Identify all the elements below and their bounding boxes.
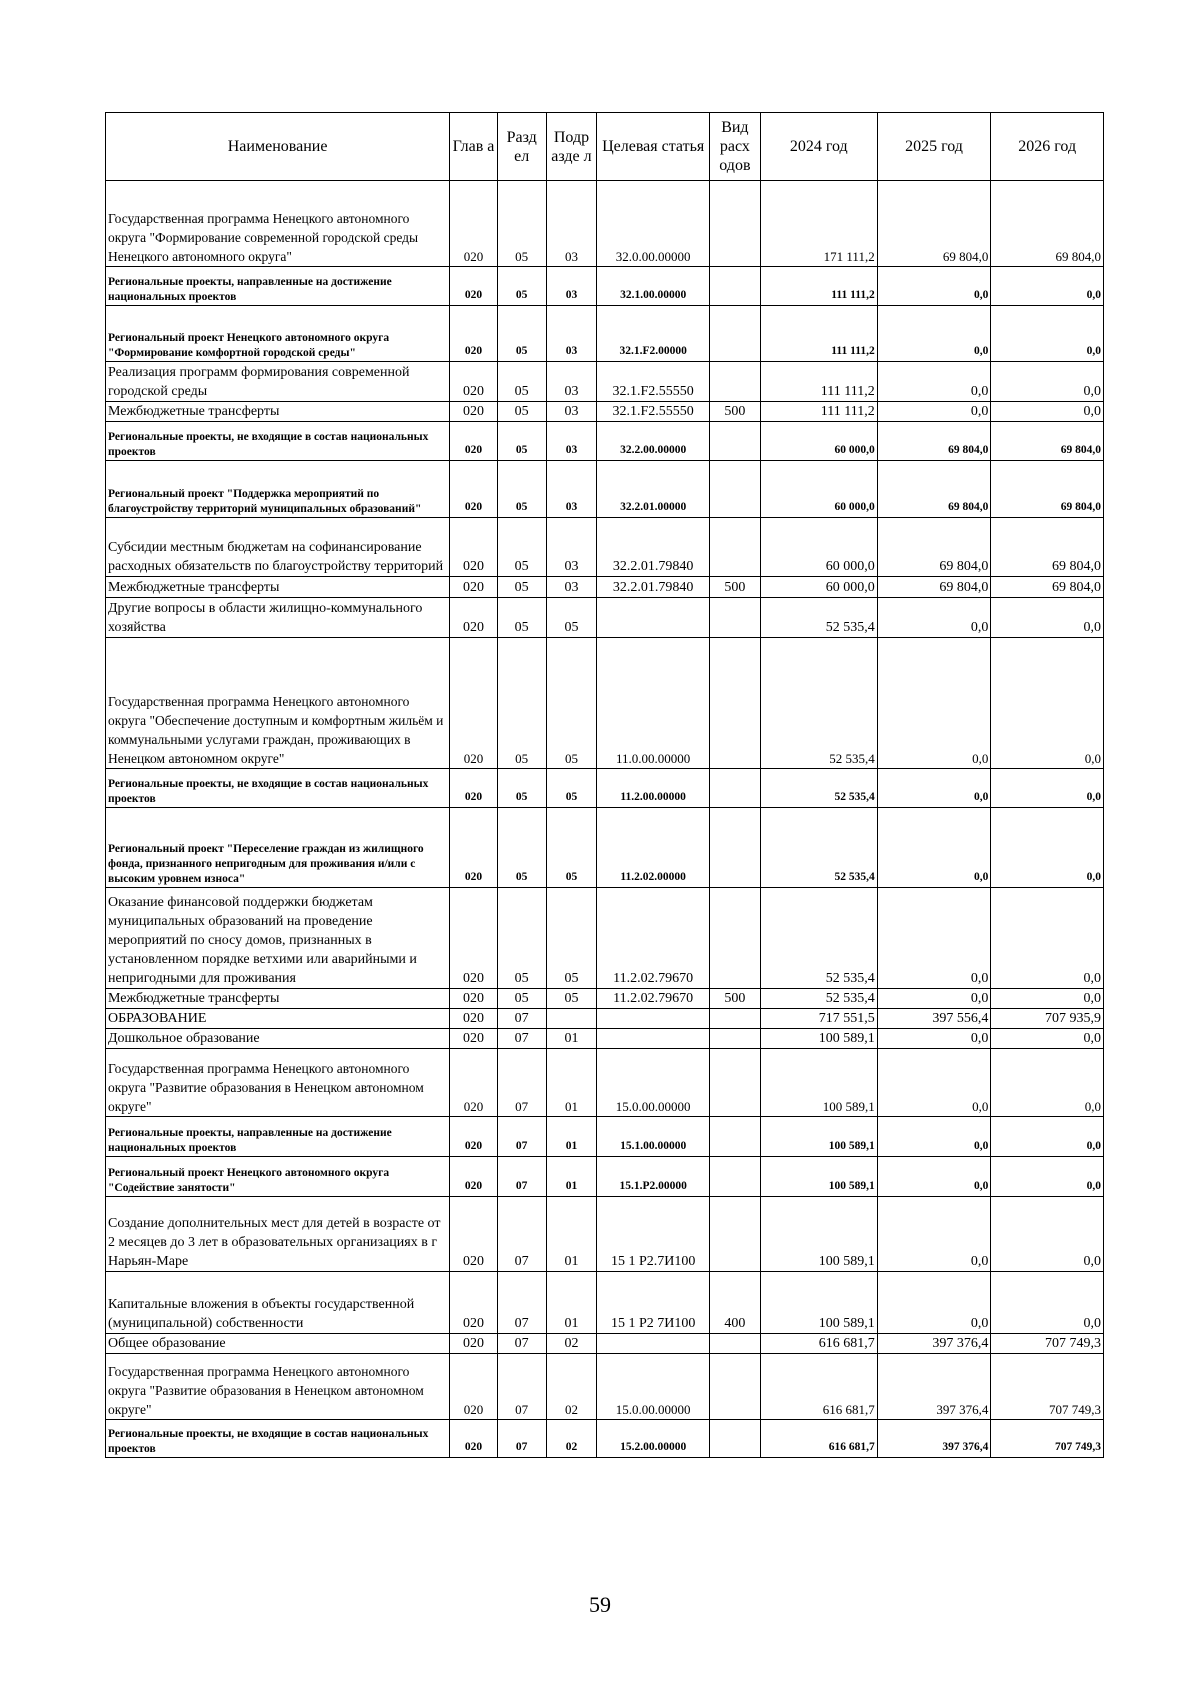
cell-podrazdel: 03 bbox=[546, 422, 597, 461]
cell-glava: 020 bbox=[450, 1420, 498, 1458]
cell-razdel: 05 bbox=[497, 461, 546, 518]
cell-2026: 707 749,3 bbox=[991, 1354, 1104, 1420]
table-row bbox=[106, 402, 1104, 422]
cell-2024: 100 589,1 bbox=[760, 1029, 877, 1049]
cell-name: Региональные проекты, не входящие в состав национальных проектов bbox=[106, 422, 450, 461]
cell-vid bbox=[709, 461, 760, 518]
cell-podrazdel: 03 bbox=[546, 518, 597, 577]
cell-razdel: 07 bbox=[497, 1334, 546, 1354]
header-vid: Вид расх одов bbox=[709, 113, 760, 181]
cell-celevaya: 15.1.00.00000 bbox=[597, 1117, 710, 1157]
table-row bbox=[106, 1049, 1104, 1117]
cell-2024: 717 551,5 bbox=[760, 1009, 877, 1029]
cell-2026: 0,0 bbox=[991, 306, 1104, 362]
cell-vid bbox=[709, 1157, 760, 1197]
cell-razdel: 05 bbox=[497, 638, 546, 769]
cell-glava: 020 bbox=[450, 888, 498, 989]
cell-2026: 0,0 bbox=[991, 1157, 1104, 1197]
cell-podrazdel: 02 bbox=[546, 1354, 597, 1420]
table-row bbox=[106, 1420, 1104, 1458]
table-row bbox=[106, 888, 1104, 989]
cell-celevaya: 15 1 Р2 7И100 bbox=[597, 1272, 710, 1334]
table-row bbox=[106, 306, 1104, 362]
table-row bbox=[106, 577, 1104, 598]
cell-2024: 52 535,4 bbox=[760, 888, 877, 989]
cell-podrazdel: 05 bbox=[546, 638, 597, 769]
cell-2024: 111 111,2 bbox=[760, 306, 877, 362]
cell-vid bbox=[709, 518, 760, 577]
table-row bbox=[106, 1117, 1104, 1157]
cell-glava: 020 bbox=[450, 402, 498, 422]
table-row bbox=[106, 1334, 1104, 1354]
cell-glava: 020 bbox=[450, 638, 498, 769]
cell-2024: 100 589,1 bbox=[760, 1157, 877, 1197]
cell-2024: 616 681,7 bbox=[760, 1354, 877, 1420]
cell-name: Региональный проект Ненецкого автономного округа "Формирование комфортной городской среды" bbox=[106, 306, 450, 362]
cell-glava: 020 bbox=[450, 1009, 498, 1029]
cell-celevaya: 32.2.00.00000 bbox=[597, 422, 710, 461]
cell-2024: 111 111,2 bbox=[760, 402, 877, 422]
table-row bbox=[106, 362, 1104, 402]
cell-2025: 0,0 bbox=[877, 808, 991, 888]
cell-razdel: 07 bbox=[497, 1272, 546, 1334]
header-2024: 2024 год bbox=[760, 113, 877, 181]
cell-2025: 397 376,4 bbox=[877, 1334, 991, 1354]
cell-podrazdel: 02 bbox=[546, 1420, 597, 1458]
cell-vid bbox=[709, 638, 760, 769]
cell-glava: 020 bbox=[450, 1197, 498, 1272]
table-row bbox=[106, 422, 1104, 461]
cell-glava: 020 bbox=[450, 1049, 498, 1117]
cell-2024: 100 589,1 bbox=[760, 1049, 877, 1117]
cell-vid bbox=[709, 1420, 760, 1458]
cell-2025: 0,0 bbox=[877, 362, 991, 402]
cell-celevaya: 11.2.02.79670 bbox=[597, 989, 710, 1009]
cell-2026: 0,0 bbox=[991, 989, 1104, 1009]
table-row bbox=[106, 1157, 1104, 1197]
cell-celevaya: 11.2.00.00000 bbox=[597, 769, 710, 808]
cell-podrazdel: 01 bbox=[546, 1272, 597, 1334]
cell-razdel: 07 bbox=[497, 1009, 546, 1029]
header-celevaya: Целевая статья bbox=[597, 113, 710, 181]
cell-vid bbox=[709, 422, 760, 461]
cell-2025: 0,0 bbox=[877, 1049, 991, 1117]
cell-vid bbox=[709, 598, 760, 638]
cell-2026: 0,0 bbox=[991, 808, 1104, 888]
cell-razdel: 05 bbox=[497, 402, 546, 422]
cell-2024: 52 535,4 bbox=[760, 989, 877, 1009]
cell-razdel: 05 bbox=[497, 769, 546, 808]
cell-2026: 0,0 bbox=[991, 1197, 1104, 1272]
cell-celevaya: 32.1.F2.55550 bbox=[597, 362, 710, 402]
budget-table bbox=[105, 112, 1104, 1458]
cell-2026: 707 749,3 bbox=[991, 1420, 1104, 1458]
cell-name: Оказание финансовой поддержки бюджетам муниципальных образований на проведение мероприятий по сносу домов, признанных в установленном порядке ветхими или аварийными и непригодными для проживания bbox=[106, 888, 450, 989]
cell-name: Создание дополнительных мест для детей в возрасте от 2 месяцев до 3 лет в образовательных организациях в г Нарьян-Маре bbox=[106, 1197, 450, 1272]
cell-podrazdel: 02 bbox=[546, 1334, 597, 1354]
cell-2026: 0,0 bbox=[991, 1029, 1104, 1049]
cell-vid: 500 bbox=[709, 989, 760, 1009]
cell-celevaya: 32.2.01.79840 bbox=[597, 577, 710, 598]
cell-2024: 60 000,0 bbox=[760, 461, 877, 518]
cell-name: Региональный проект "Переселение граждан из жилищного фонда, признанного непригодным для проживания и/или с высоким уровнем износа" bbox=[106, 808, 450, 888]
cell-celevaya: 15.2.00.00000 bbox=[597, 1420, 710, 1458]
cell-vid bbox=[709, 1197, 760, 1272]
cell-2026: 0,0 bbox=[991, 402, 1104, 422]
cell-name: Региональный проект "Поддержка мероприятий по благоустройству территорий муниципальных образований" bbox=[106, 461, 450, 518]
cell-razdel: 05 bbox=[497, 888, 546, 989]
cell-glava: 020 bbox=[450, 1117, 498, 1157]
cell-glava: 020 bbox=[450, 1272, 498, 1334]
cell-razdel: 07 bbox=[497, 1029, 546, 1049]
cell-podrazdel: 05 bbox=[546, 769, 597, 808]
cell-name: Другие вопросы в области жилищно-коммунального хозяйства bbox=[106, 598, 450, 638]
cell-razdel: 07 bbox=[497, 1420, 546, 1458]
table-row bbox=[106, 598, 1104, 638]
cell-celevaya: 15.1.P2.00000 bbox=[597, 1157, 710, 1197]
cell-2024: 100 589,1 bbox=[760, 1117, 877, 1157]
cell-glava: 020 bbox=[450, 989, 498, 1009]
table-row bbox=[106, 181, 1104, 267]
cell-2026: 0,0 bbox=[991, 1272, 1104, 1334]
cell-vid: 500 bbox=[709, 402, 760, 422]
cell-vid bbox=[709, 1334, 760, 1354]
cell-razdel: 05 bbox=[497, 989, 546, 1009]
cell-2025: 397 376,4 bbox=[877, 1420, 991, 1458]
cell-celevaya: 32.0.00.00000 bbox=[597, 181, 710, 267]
cell-razdel: 05 bbox=[497, 306, 546, 362]
cell-celevaya: 15.0.00.00000 bbox=[597, 1049, 710, 1117]
table-row bbox=[106, 989, 1104, 1009]
cell-glava: 020 bbox=[450, 769, 498, 808]
cell-podrazdel: 03 bbox=[546, 577, 597, 598]
cell-celevaya: 32.1.F2.55550 bbox=[597, 402, 710, 422]
cell-name: Государственная программа Ненецкого автономного округа "Обеспечение доступным и комфортным жильём и коммунальными услугами граждан, проживающих в Ненецком автономном округе" bbox=[106, 638, 450, 769]
cell-podrazdel bbox=[546, 1009, 597, 1029]
cell-2026: 707 749,3 bbox=[991, 1334, 1104, 1354]
cell-razdel: 07 bbox=[497, 1197, 546, 1272]
cell-2025: 69 804,0 bbox=[877, 577, 991, 598]
cell-glava: 020 bbox=[450, 362, 498, 402]
cell-vid bbox=[709, 769, 760, 808]
cell-2024: 616 681,7 bbox=[760, 1334, 877, 1354]
cell-2024: 100 589,1 bbox=[760, 1197, 877, 1272]
cell-vid bbox=[709, 362, 760, 402]
cell-podrazdel: 01 bbox=[546, 1117, 597, 1157]
cell-2025: 0,0 bbox=[877, 989, 991, 1009]
header-razdel: Разд ел bbox=[497, 113, 546, 181]
cell-2025: 0,0 bbox=[877, 888, 991, 989]
cell-2025: 69 804,0 bbox=[877, 518, 991, 577]
cell-vid bbox=[709, 306, 760, 362]
cell-2025: 0,0 bbox=[877, 306, 991, 362]
cell-glava: 020 bbox=[450, 598, 498, 638]
cell-2026: 0,0 bbox=[991, 769, 1104, 808]
cell-razdel: 07 bbox=[497, 1157, 546, 1197]
header-name: Наименование bbox=[106, 113, 450, 181]
cell-celevaya: 32.1.F2.00000 bbox=[597, 306, 710, 362]
cell-razdel: 05 bbox=[497, 422, 546, 461]
table-row bbox=[106, 1009, 1104, 1029]
cell-2025: 0,0 bbox=[877, 1117, 991, 1157]
cell-2025: 0,0 bbox=[877, 769, 991, 808]
page-number: 59 bbox=[589, 1592, 611, 1617]
cell-glava: 020 bbox=[450, 1029, 498, 1049]
cell-celevaya: 11.0.00.00000 bbox=[597, 638, 710, 769]
table-row bbox=[106, 808, 1104, 888]
cell-2024: 171 111,2 bbox=[760, 181, 877, 267]
cell-razdel: 05 bbox=[497, 362, 546, 402]
cell-celevaya: 11.2.02.79670 bbox=[597, 888, 710, 989]
cell-podrazdel: 03 bbox=[546, 402, 597, 422]
cell-celevaya bbox=[597, 598, 710, 638]
cell-name: Капитальные вложения в объекты государственной (муниципальной) собственности bbox=[106, 1272, 450, 1334]
cell-celevaya: 32.1.00.00000 bbox=[597, 267, 710, 306]
cell-name: Государственная программа Ненецкого автономного округа "Развитие образования в Ненецком автономном округе" bbox=[106, 1354, 450, 1420]
header-glava: Глав а bbox=[450, 113, 498, 181]
budget-sheet bbox=[105, 112, 1104, 1458]
cell-2025: 0,0 bbox=[877, 598, 991, 638]
cell-celevaya bbox=[597, 1029, 710, 1049]
cell-vid bbox=[709, 1354, 760, 1420]
cell-name: Региональные проекты, не входящие в состав национальных проектов bbox=[106, 1420, 450, 1458]
header-podrazdel: Подр азде л bbox=[546, 113, 597, 181]
cell-razdel: 05 bbox=[497, 808, 546, 888]
cell-podrazdel: 03 bbox=[546, 306, 597, 362]
cell-2026: 0,0 bbox=[991, 598, 1104, 638]
cell-glava: 020 bbox=[450, 518, 498, 577]
cell-razdel: 05 bbox=[497, 181, 546, 267]
cell-razdel: 05 bbox=[497, 267, 546, 306]
cell-2025: 0,0 bbox=[877, 267, 991, 306]
cell-name: Региональный проект Ненецкого автономного округа "Содействие занятости" bbox=[106, 1157, 450, 1197]
cell-2026: 0,0 bbox=[991, 1049, 1104, 1117]
header-2025: 2025 год bbox=[877, 113, 991, 181]
cell-2025: 397 376,4 bbox=[877, 1354, 991, 1420]
cell-vid: 500 bbox=[709, 577, 760, 598]
header-row bbox=[106, 113, 1104, 181]
table-row bbox=[106, 769, 1104, 808]
cell-2026: 0,0 bbox=[991, 267, 1104, 306]
cell-name: ОБРАЗОВАНИЕ bbox=[106, 1009, 450, 1029]
cell-glava: 020 bbox=[450, 461, 498, 518]
cell-glava: 020 bbox=[450, 306, 498, 362]
cell-vid bbox=[709, 1029, 760, 1049]
cell-glava: 020 bbox=[450, 422, 498, 461]
cell-2025: 69 804,0 bbox=[877, 181, 991, 267]
table-row bbox=[106, 461, 1104, 518]
cell-2024: 100 589,1 bbox=[760, 1272, 877, 1334]
cell-glava: 020 bbox=[450, 1157, 498, 1197]
cell-podrazdel: 03 bbox=[546, 267, 597, 306]
header-2026: 2026 год bbox=[991, 113, 1104, 181]
cell-celevaya: 11.2.02.00000 bbox=[597, 808, 710, 888]
cell-glava: 020 bbox=[450, 808, 498, 888]
cell-2024: 52 535,4 bbox=[760, 598, 877, 638]
cell-podrazdel: 01 bbox=[546, 1157, 597, 1197]
cell-2026: 69 804,0 bbox=[991, 577, 1104, 598]
cell-razdel: 07 bbox=[497, 1354, 546, 1420]
cell-2025: 0,0 bbox=[877, 1197, 991, 1272]
cell-vid bbox=[709, 181, 760, 267]
cell-name: Государственная программа Ненецкого автономного округа "Развитие образования в Ненецком автономном округе" bbox=[106, 1049, 450, 1117]
cell-vid bbox=[709, 808, 760, 888]
cell-name: Межбюджетные трансферты bbox=[106, 989, 450, 1009]
cell-name: Субсидии местным бюджетам на софинансирование расходных обязательств по благоустройству территорий bbox=[106, 518, 450, 577]
cell-razdel: 07 bbox=[497, 1117, 546, 1157]
cell-name: Межбюджетные трансферты bbox=[106, 577, 450, 598]
cell-name: Региональные проекты, не входящие в состав национальных проектов bbox=[106, 769, 450, 808]
cell-podrazdel: 03 bbox=[546, 181, 597, 267]
cell-2024: 60 000,0 bbox=[760, 422, 877, 461]
cell-2024: 111 111,2 bbox=[760, 267, 877, 306]
cell-celevaya bbox=[597, 1334, 710, 1354]
cell-celevaya: 15 1 Р2.7И100 bbox=[597, 1197, 710, 1272]
cell-podrazdel: 05 bbox=[546, 808, 597, 888]
cell-podrazdel: 05 bbox=[546, 598, 597, 638]
cell-2024: 52 535,4 bbox=[760, 808, 877, 888]
cell-vid bbox=[709, 1009, 760, 1029]
cell-2026: 707 935,9 bbox=[991, 1009, 1104, 1029]
cell-podrazdel: 05 bbox=[546, 888, 597, 989]
cell-celevaya: 32.2.01.79840 bbox=[597, 518, 710, 577]
cell-2025: 0,0 bbox=[877, 638, 991, 769]
table-row bbox=[106, 1272, 1104, 1334]
cell-2025: 0,0 bbox=[877, 1157, 991, 1197]
table-row bbox=[106, 267, 1104, 306]
cell-vid: 400 bbox=[709, 1272, 760, 1334]
table-row bbox=[106, 638, 1104, 769]
table-row bbox=[106, 1029, 1104, 1049]
cell-name: Межбюджетные трансферты bbox=[106, 402, 450, 422]
cell-2025: 0,0 bbox=[877, 1272, 991, 1334]
cell-2026: 69 804,0 bbox=[991, 518, 1104, 577]
cell-name: Реализация программ формирования современной городской среды bbox=[106, 362, 450, 402]
cell-2024: 60 000,0 bbox=[760, 518, 877, 577]
cell-2024: 52 535,4 bbox=[760, 638, 877, 769]
cell-glava: 020 bbox=[450, 1334, 498, 1354]
cell-podrazdel: 01 bbox=[546, 1197, 597, 1272]
cell-2025: 0,0 bbox=[877, 402, 991, 422]
cell-2024: 111 111,2 bbox=[760, 362, 877, 402]
cell-celevaya: 32.2.01.00000 bbox=[597, 461, 710, 518]
cell-vid bbox=[709, 1049, 760, 1117]
cell-podrazdel: 01 bbox=[546, 1029, 597, 1049]
cell-2025: 0,0 bbox=[877, 1029, 991, 1049]
cell-2026: 0,0 bbox=[991, 638, 1104, 769]
cell-razdel: 07 bbox=[497, 1049, 546, 1117]
cell-2026: 69 804,0 bbox=[991, 461, 1104, 518]
cell-name: Региональные проекты, направленные на достижение национальных проектов bbox=[106, 267, 450, 306]
cell-celevaya bbox=[597, 1009, 710, 1029]
cell-2026: 69 804,0 bbox=[991, 422, 1104, 461]
cell-2024: 52 535,4 bbox=[760, 769, 877, 808]
table-row bbox=[106, 1354, 1104, 1420]
cell-2026: 69 804,0 bbox=[991, 181, 1104, 267]
budget-body bbox=[106, 181, 1104, 1458]
cell-2025: 397 556,4 bbox=[877, 1009, 991, 1029]
cell-razdel: 05 bbox=[497, 598, 546, 638]
cell-glava: 020 bbox=[450, 181, 498, 267]
table-row bbox=[106, 1197, 1104, 1272]
cell-name: Государственная программа Ненецкого автономного округа "Формирование современной городской среды Ненецкого автономного округа" bbox=[106, 181, 450, 267]
cell-name: Дошкольное образование bbox=[106, 1029, 450, 1049]
cell-2024: 616 681,7 bbox=[760, 1420, 877, 1458]
cell-podrazdel: 03 bbox=[546, 461, 597, 518]
cell-glava: 020 bbox=[450, 267, 498, 306]
cell-podrazdel: 05 bbox=[546, 989, 597, 1009]
cell-2026: 0,0 bbox=[991, 362, 1104, 402]
table-row bbox=[106, 518, 1104, 577]
cell-celevaya: 15.0.00.00000 bbox=[597, 1354, 710, 1420]
cell-vid bbox=[709, 267, 760, 306]
cell-razdel: 05 bbox=[497, 577, 546, 598]
cell-razdel: 05 bbox=[497, 518, 546, 577]
cell-2025: 69 804,0 bbox=[877, 461, 991, 518]
cell-podrazdel: 03 bbox=[546, 362, 597, 402]
cell-glava: 020 bbox=[450, 577, 498, 598]
cell-2025: 69 804,0 bbox=[877, 422, 991, 461]
cell-2026: 0,0 bbox=[991, 888, 1104, 989]
cell-2026: 0,0 bbox=[991, 1117, 1104, 1157]
cell-2024: 60 000,0 bbox=[760, 577, 877, 598]
cell-vid bbox=[709, 1117, 760, 1157]
cell-glava: 020 bbox=[450, 1354, 498, 1420]
cell-name: Общее образование bbox=[106, 1334, 450, 1354]
cell-podrazdel: 01 bbox=[546, 1049, 597, 1117]
cell-name: Региональные проекты, направленные на достижение национальных проектов bbox=[106, 1117, 450, 1157]
cell-vid bbox=[709, 888, 760, 989]
